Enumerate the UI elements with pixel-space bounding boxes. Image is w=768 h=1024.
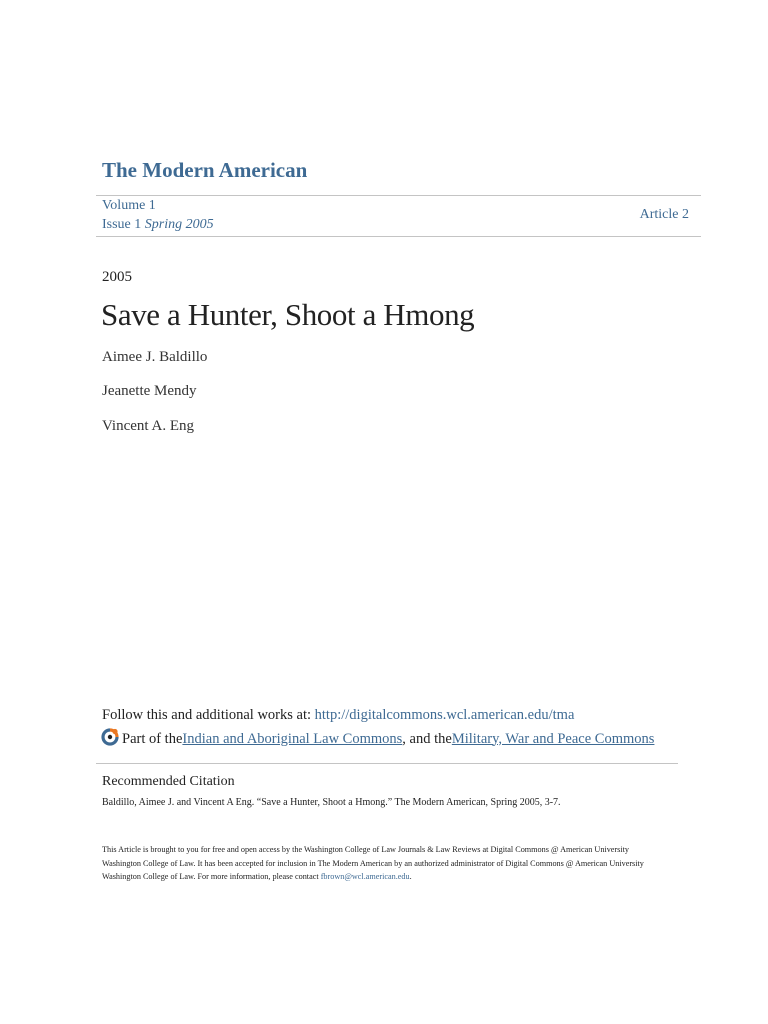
citation-text: Baldillo, Aimee J. and Vincent A Eng. “Save a Hunter, Shoot a Hmong.” The Modern American, Spring 2005, 3-7. [102, 797, 561, 808]
follow-label: Follow this and additional works at: [102, 707, 315, 723]
follow-line [102, 707, 574, 724]
article-number-link[interactable]: Article 2 [639, 207, 689, 222]
citation-divider [96, 763, 678, 764]
access-disclaimer [102, 843, 662, 884]
part-of-line [100, 729, 654, 749]
disclaimer-text: This Article is brought to you for free and open access by the Washington College of Law Journals & Law Reviews at Digital Commons @ American University Washington College of Law. It has been accepted for inclusion in The Modern American by an authorized administrator of Digital Commons @ American University Washington College of Law. For more information, please contact [102, 845, 644, 881]
header-divider [96, 236, 701, 237]
issue-season[interactable]: Spring 2005 [144, 217, 214, 232]
repository-url-link[interactable]: http://digitalcommons.wcl.american.edu/tma [314, 707, 575, 723]
military-war-peace-commons-link[interactable]: Military, War and Peace Commons [451, 730, 655, 747]
volume-link[interactable]: Volume 1 [102, 198, 156, 213]
disclaimer-end: . [409, 872, 412, 881]
citation-heading: Recommended Citation [102, 774, 235, 789]
author-1: Aimee J. Baldillo [102, 349, 208, 365]
top-divider [96, 195, 701, 196]
issue-label[interactable]: Issue 1 [102, 217, 142, 232]
bepress-commons-icon [100, 727, 120, 747]
publication-year: 2005 [102, 269, 132, 285]
author-3: Vincent A. Eng [102, 418, 194, 434]
contact-email-link[interactable]: fbrown@wcl.american.edu [320, 872, 410, 881]
author-2: Jeanette Mendy [102, 383, 197, 399]
article-title: Save a Hunter, Shoot a Hmong [101, 297, 475, 332]
issue-line[interactable] [102, 217, 214, 233]
journal-title-link[interactable]: The Modern American [102, 158, 308, 182]
indian-aboriginal-law-commons-link[interactable]: Indian and Aboriginal Law Commons [182, 730, 403, 747]
part-of-prefix: Part of the [122, 730, 183, 747]
part-of-separator: , and the [402, 730, 452, 747]
